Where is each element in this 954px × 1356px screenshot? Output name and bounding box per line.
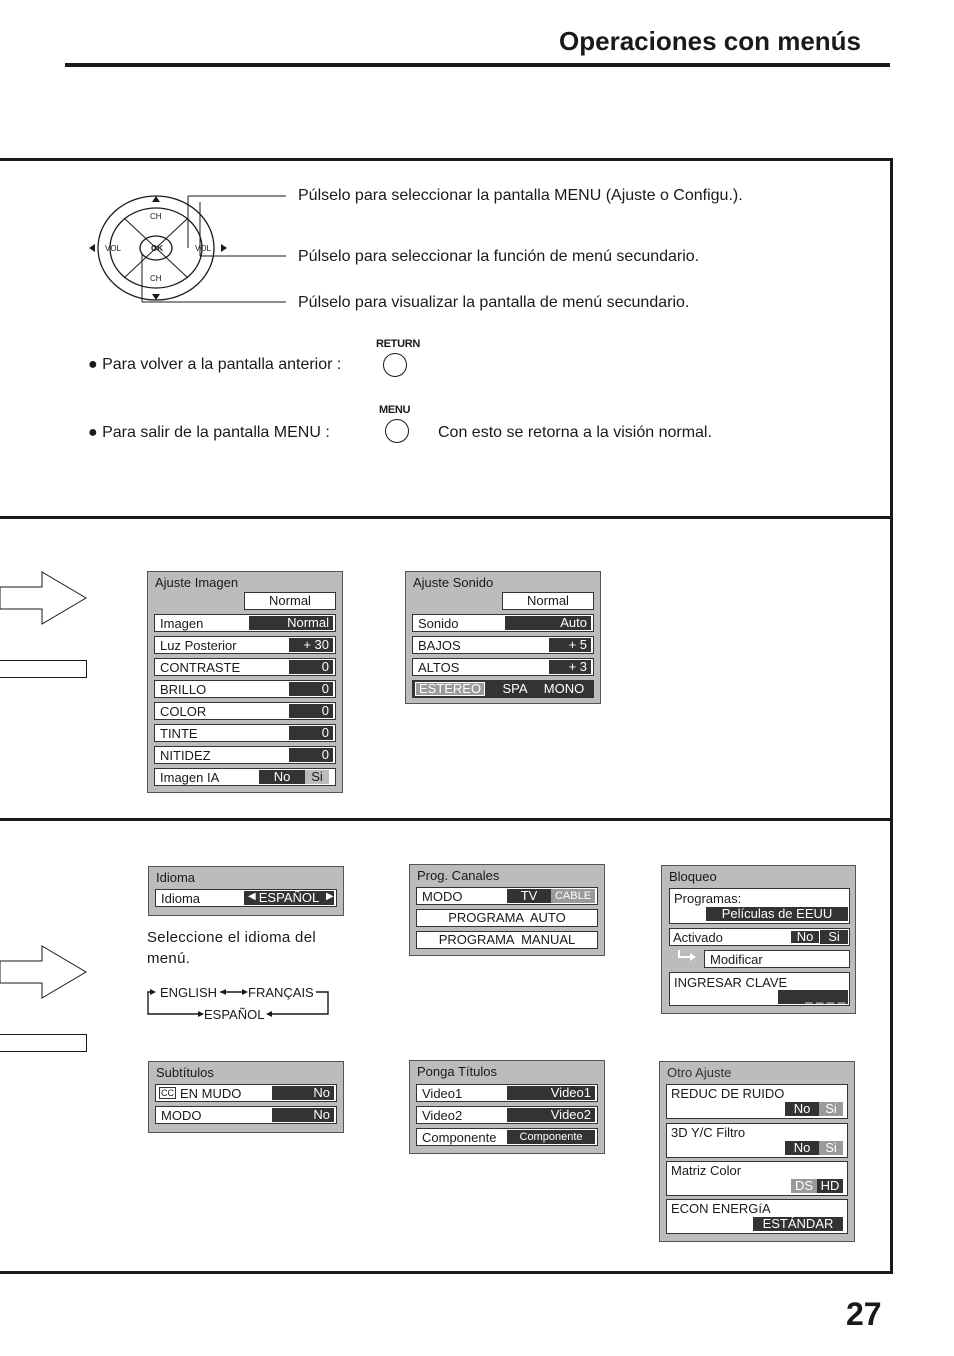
- cc-icon: CC: [161, 1088, 174, 1098]
- row-video1[interactable]: Video1 Video1: [416, 1084, 598, 1102]
- side-tab: [0, 660, 87, 678]
- row-video2[interactable]: Video2 Video2: [416, 1106, 598, 1124]
- arrow-right-icon-2: [0, 944, 90, 1002]
- idioma-panel: [148, 866, 344, 916]
- yc-si[interactable]: Si: [819, 1141, 843, 1155]
- econ-energia-box[interactable]: ECON ENERGíA ESTÁNDAR: [666, 1199, 848, 1234]
- matriz-hd[interactable]: HD: [817, 1179, 843, 1193]
- instruction-line3: Púlselo para visualizar la pantalla de menú secundario.: [298, 294, 690, 311]
- title-rule: [65, 63, 890, 67]
- return-instruction: ● Para volver a la pantalla anterior :: [88, 356, 342, 373]
- bloqueo-title: Bloqueo: [669, 869, 717, 884]
- otro-ajuste-panel: [659, 1061, 855, 1242]
- row-bajos[interactable]: BAJOS + 5: [412, 636, 594, 654]
- row-modo-subtitulos[interactable]: MODO No: [155, 1106, 337, 1124]
- ajuste-sonido-title: Ajuste Sonido: [413, 575, 494, 590]
- imagen-ia-si[interactable]: Si: [305, 770, 329, 784]
- arrow-right-icon: [0, 570, 90, 628]
- instruction-line1: Púlselo para seleccionar la pantalla MENU (Ajuste o Configu.).: [298, 187, 743, 204]
- cycle-francais: FRANÇAIS: [248, 985, 314, 1000]
- yc-filtro-box[interactable]: 3D Y/C Filtro No Si: [666, 1123, 848, 1158]
- return-button-icon: [383, 353, 407, 377]
- menu-note: Con esto se retorna a la visión normal.: [438, 424, 712, 441]
- row-nitidez[interactable]: NITIDEZ 0: [154, 746, 336, 764]
- prog-canales-title: Prog. Canales: [417, 868, 500, 883]
- opt-mono[interactable]: MONO: [543, 681, 585, 696]
- ajuste-imagen-panel: [147, 571, 343, 793]
- opt-spa[interactable]: SPA: [502, 681, 528, 696]
- vol-left-label: VOL: [105, 244, 122, 253]
- clave-dashes: _ _ _ _: [778, 990, 848, 1004]
- programa-manual[interactable]: PROGRAMA MANUAL: [416, 931, 598, 949]
- row-altos[interactable]: ALTOS + 3: [412, 658, 594, 676]
- menu-button-icon: [385, 419, 409, 443]
- row-contraste[interactable]: CONTRASTE 0: [154, 658, 336, 676]
- yc-no[interactable]: No: [785, 1141, 819, 1155]
- prog-canales-panel: [409, 864, 605, 956]
- peliculas-value: Películas de EEUU: [706, 907, 848, 921]
- arrow-right-small-icon[interactable]: ▶: [326, 891, 334, 902]
- cycle-english: ENGLISH: [160, 985, 218, 1000]
- row-color[interactable]: COLOR 0: [154, 702, 336, 720]
- reduc-ruido-box[interactable]: REDUC DE RUIDO No Si: [666, 1084, 848, 1119]
- idioma-title: Idioma: [156, 870, 196, 885]
- page-title: Operaciones con menús: [559, 26, 861, 56]
- row-modificar[interactable]: Modificar: [704, 950, 850, 968]
- matriz-color-box[interactable]: Matriz Color DS HD: [666, 1161, 848, 1196]
- menu-instruction: ● Para salir de la pantalla MENU :: [88, 424, 330, 441]
- opt-cable[interactable]: CABLE: [551, 889, 595, 903]
- row-en-mudo[interactable]: CC EN MUDO No: [155, 1084, 337, 1102]
- return-arrow-icon: [676, 948, 700, 964]
- ajuste-imagen-mode[interactable]: Normal: [244, 592, 336, 610]
- vol-right-label: VOL: [195, 244, 212, 253]
- subtitulos-panel: [148, 1061, 344, 1133]
- ponga-titulos-panel: [409, 1060, 605, 1154]
- ingresar-clave-box[interactable]: INGRESAR CLAVE _ _ _ _: [669, 972, 850, 1006]
- ok-label: OK: [151, 244, 163, 253]
- ajuste-sonido-mode[interactable]: Normal: [502, 592, 594, 610]
- ajuste-sonido-panel: [405, 571, 601, 704]
- menu-label: MENU: [379, 404, 411, 416]
- ch-down-label: CH: [150, 274, 162, 283]
- opt-tv[interactable]: TV: [507, 889, 551, 903]
- row-luz-posterior[interactable]: Luz Posterior + 30: [154, 636, 336, 654]
- ponga-titulos-title: Ponga Títulos: [417, 1064, 497, 1079]
- activado-si[interactable]: Si: [820, 930, 848, 944]
- row-idioma[interactable]: Idioma ESPAÑOL ◀ ▶: [155, 889, 337, 907]
- instruction-line2: Púlselo para seleccionar la función de menú secundario.: [298, 248, 700, 265]
- econ-value: ESTÁNDAR: [753, 1217, 843, 1231]
- idioma-caption: Seleccione el idioma del menú.: [147, 929, 316, 967]
- activado-no[interactable]: No: [790, 930, 820, 944]
- cycle-espanol: ESPAÑOL: [204, 1007, 265, 1022]
- reduc-si[interactable]: Si: [819, 1102, 843, 1116]
- row-modo[interactable]: MODO TV CABLE: [416, 887, 598, 905]
- row-sonido[interactable]: Sonido Auto: [412, 614, 594, 632]
- subtitulos-title: Subtítulos: [156, 1065, 214, 1080]
- programas-box[interactable]: Programas: Películas de EEUU: [669, 888, 850, 924]
- side-tab-2: [0, 1034, 87, 1052]
- page-number: 27: [846, 1296, 882, 1332]
- ajuste-imagen-title: Ajuste Imagen: [155, 575, 239, 590]
- row-imagen-ia[interactable]: Imagen IA No Si: [154, 768, 336, 786]
- opt-estereo[interactable]: ESTEREO: [415, 682, 485, 696]
- imagen-ia-no[interactable]: No: [259, 770, 305, 784]
- row-imagen[interactable]: Imagen Normal: [154, 614, 336, 632]
- ch-up-label: CH: [150, 212, 162, 221]
- arrow-left-icon[interactable]: ◀: [248, 891, 256, 902]
- reduc-no[interactable]: No: [785, 1102, 819, 1116]
- programa-auto[interactable]: PROGRAMA AUTO: [416, 909, 598, 927]
- bloqueo-panel: [661, 865, 856, 1014]
- row-audio-mode[interactable]: [412, 680, 594, 698]
- otro-ajuste-title: Otro Ajuste: [667, 1065, 732, 1080]
- row-activado[interactable]: Activado No Si: [669, 928, 850, 946]
- row-brillo[interactable]: BRILLO 0: [154, 680, 336, 698]
- return-label: RETURN: [376, 338, 421, 350]
- row-tinte[interactable]: TINTE 0: [154, 724, 336, 742]
- row-componente[interactable]: Componente Componente: [416, 1128, 598, 1146]
- matriz-ds[interactable]: DS: [791, 1179, 817, 1193]
